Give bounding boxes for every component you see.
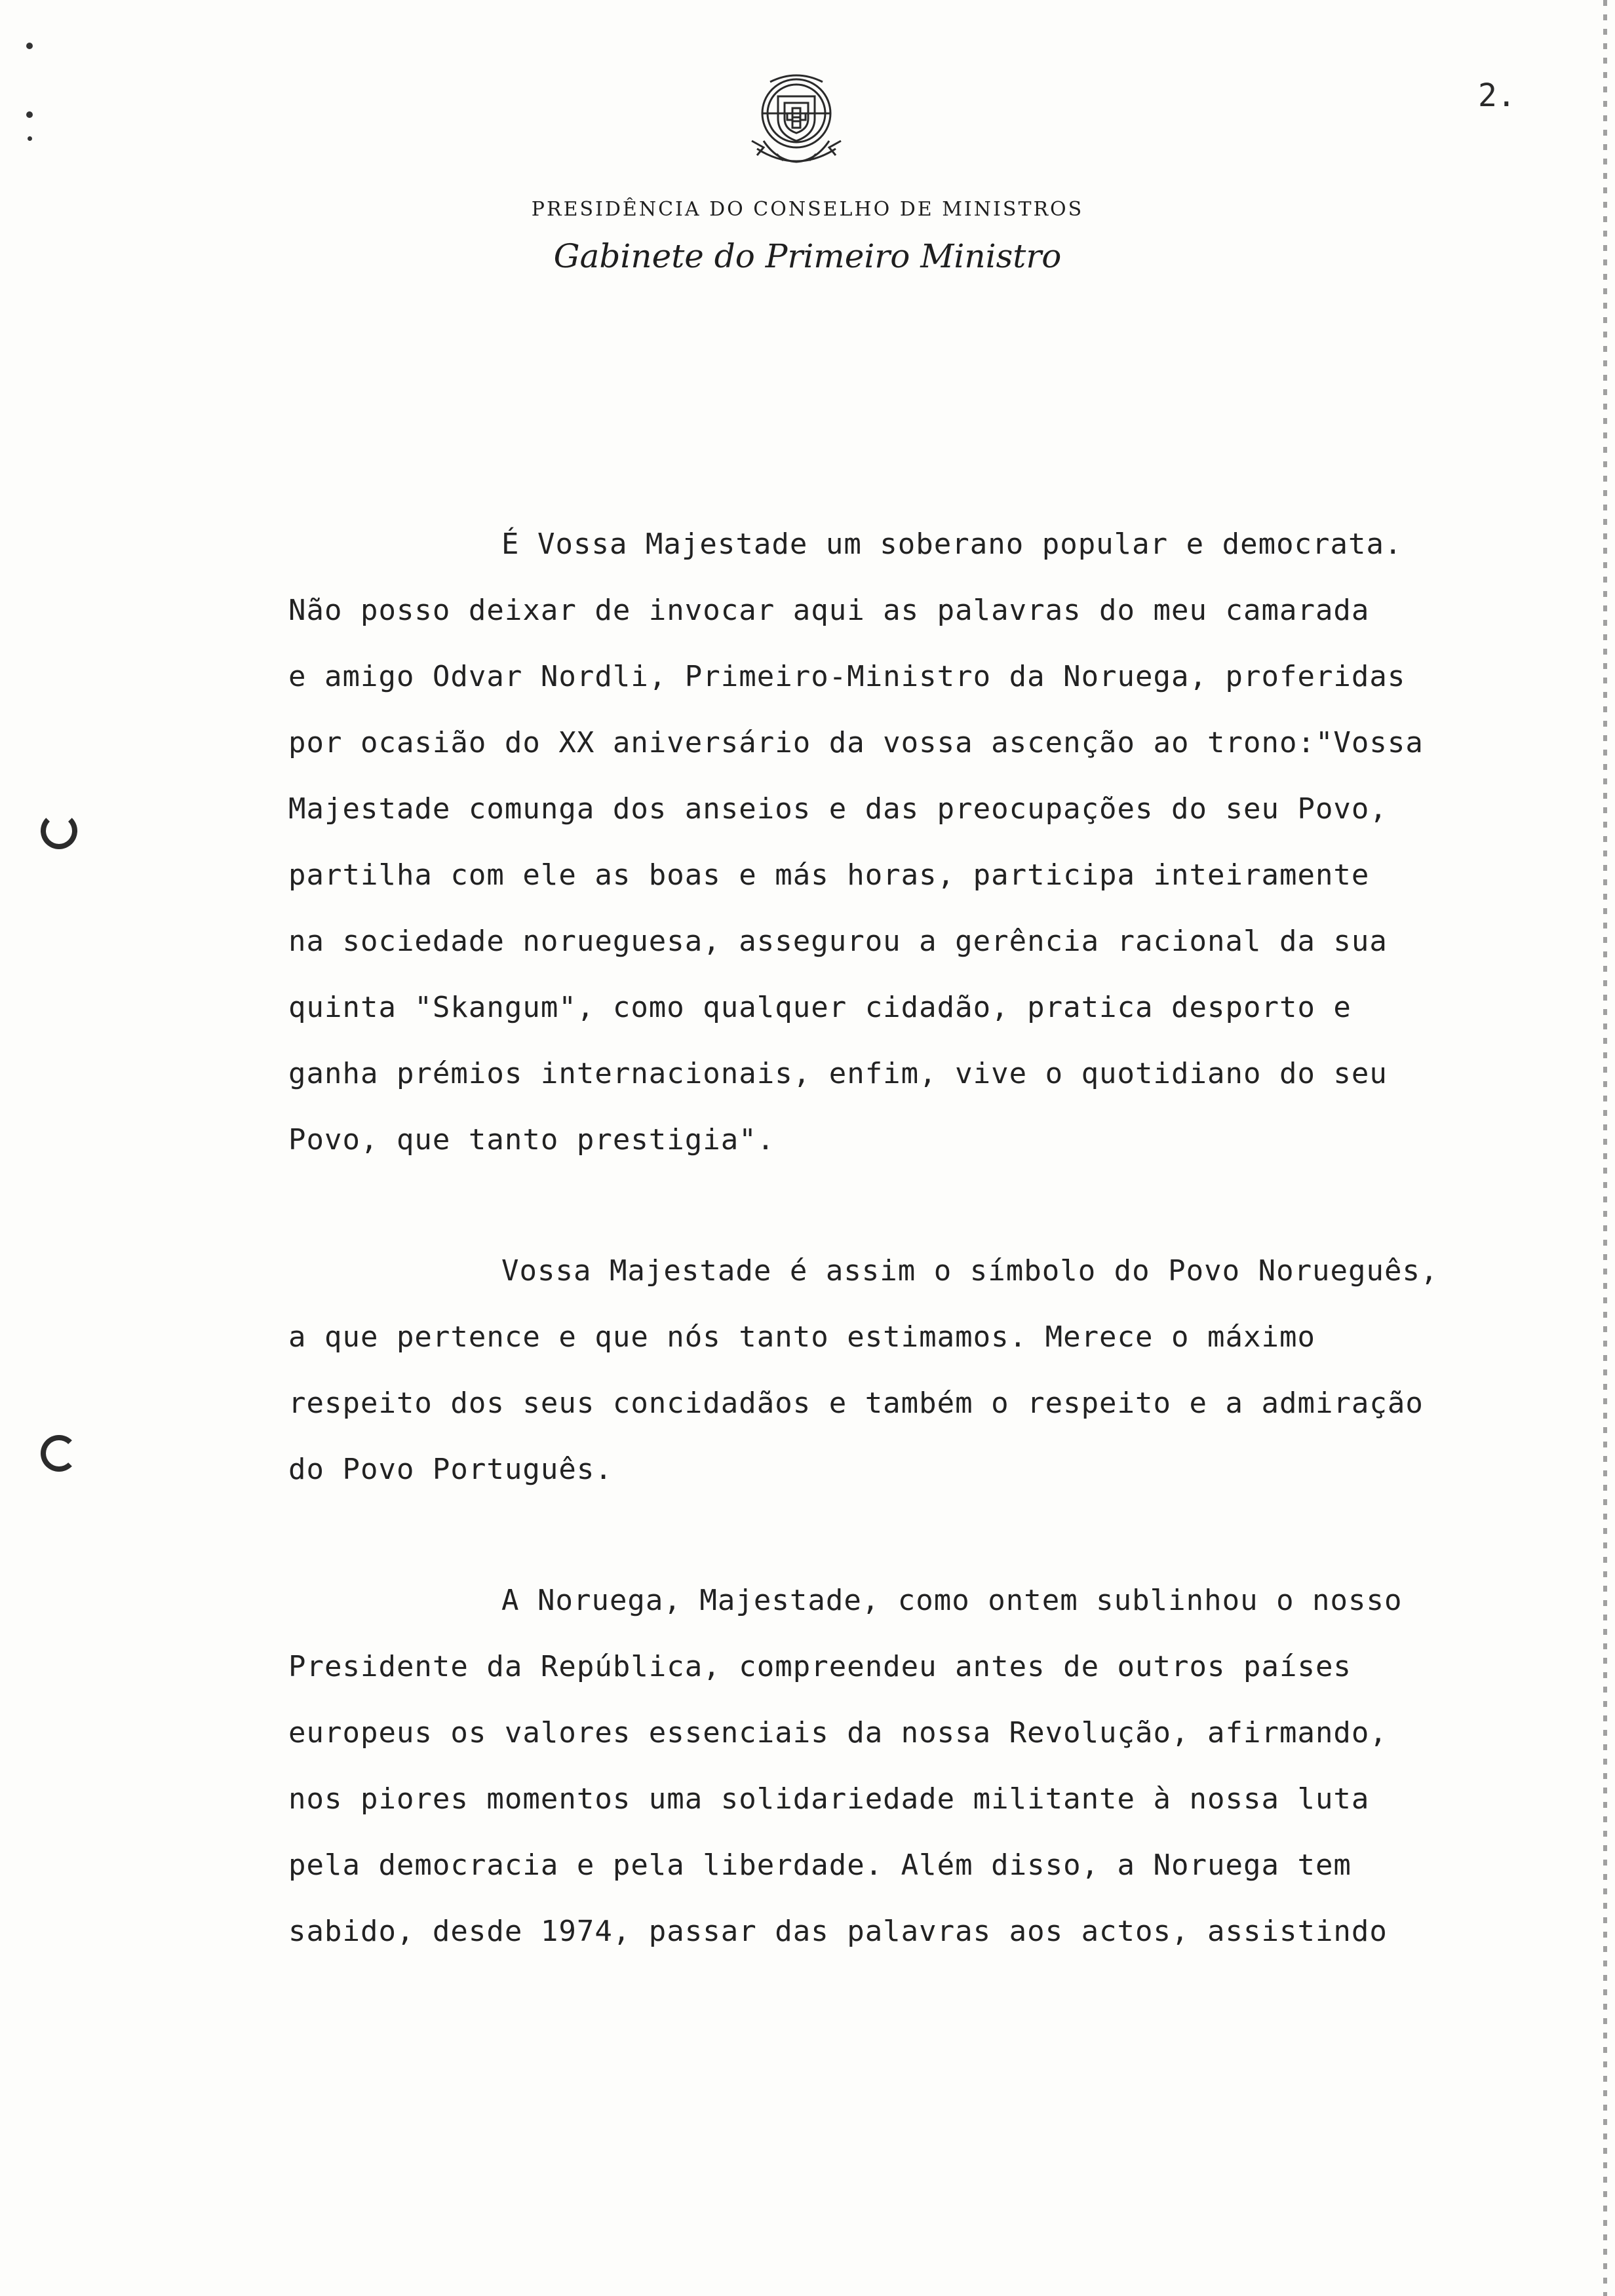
text-line: nos piores momentos uma solidariedade militante à nossa luta <box>288 1782 1370 1816</box>
scan-speck <box>28 136 32 141</box>
paragraph-1 <box>288 511 1527 1173</box>
text-line: na sociedade norueguesa, assegurou a gerência racional da sua <box>288 925 1388 958</box>
paragraph-2 <box>288 1238 1527 1502</box>
text-line: Majestade comunga dos anseios e das preocupações do seu Povo, <box>288 792 1388 826</box>
scan-edge-artifact <box>1603 0 1607 2296</box>
text-line: Povo, que tanto prestigia". <box>288 1123 775 1157</box>
text-line: a que pertence e que nós tanto estimamos. Merece o máximo <box>288 1320 1315 1354</box>
text-line: quinta "Skangum", como qualquer cidadão, pratica desporto e <box>288 991 1352 1024</box>
text-line: sabido, desde 1974, passar das palavras aos actos, assistindo <box>288 1915 1388 1948</box>
text-line: por ocasião do XX aniversário da vossa ascenção ao trono:"Vossa <box>288 726 1424 759</box>
punch-hole-mark <box>41 1435 77 1472</box>
punch-hole-mark <box>41 813 77 849</box>
text-line: e amigo Odvar Nordli, Primeiro-Ministro da Noruega, proferidas <box>288 660 1406 693</box>
text-line: É Vossa Majestade um soberano popular e democrata. <box>501 527 1403 561</box>
scan-speck <box>26 111 33 118</box>
letterhead-office: Gabinete do Primeiro Ministro <box>553 237 1062 275</box>
text-line: respeito dos seus concidadãos e também o respeito e a admiração <box>288 1387 1424 1420</box>
text-line: Vossa Majestade é assim o símbolo do Povo Norueguês, <box>501 1254 1439 1288</box>
text-line: A Noruega, Majestade, como ontem sublinhou o nosso <box>501 1584 1403 1617</box>
scan-speck <box>26 43 33 49</box>
letterhead-organization: PRESIDÊNCIA DO CONSELHO DE MINISTROS <box>531 198 1084 221</box>
page-number: 2. <box>1478 77 1516 114</box>
text-line: pela democracia e pela liberdade. Além disso, a Noruega tem <box>288 1848 1352 1882</box>
coat-of-arms-icon <box>737 62 855 180</box>
text-line: partilha com ele as boas e más horas, participa inteiramente <box>288 858 1370 892</box>
paragraph-3 <box>288 1567 1527 1964</box>
text-line: Presidente da República, compreendeu antes de outros países <box>288 1650 1352 1683</box>
text-line: do Povo Português. <box>288 1453 613 1486</box>
letter-body <box>288 511 1527 1964</box>
text-line: Não posso deixar de invocar aqui as palavras do meu camarada <box>288 594 1370 627</box>
text-line: europeus os valores essenciais da nossa Revolução, afirmando, <box>288 1716 1388 1750</box>
text-line: ganha prémios internacionais, enfim, vive o quotidiano do seu <box>288 1057 1388 1090</box>
